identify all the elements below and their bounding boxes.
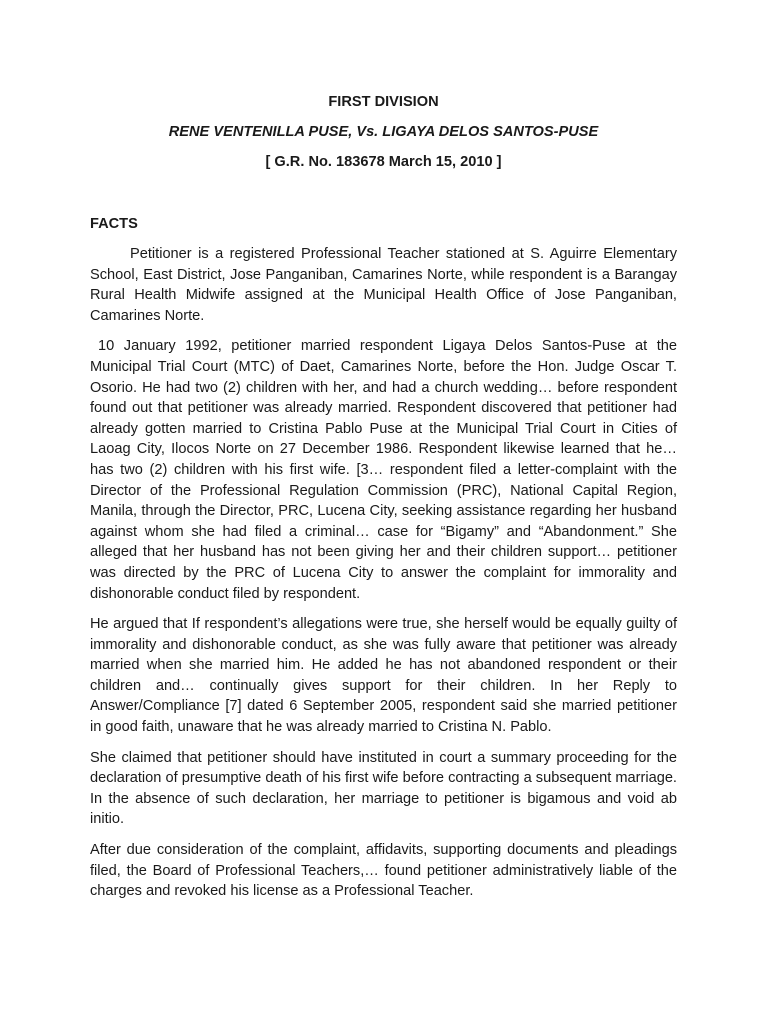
document-page [90,92,677,912]
facts-paragraph: He argued that If respondent’s allegations were true, she herself would be equally guilty of immorality and dishonorable conduct, as she was fully aware that petitioner was already married when she married him. He added he has not abandoned respondent or their children and… continually gives support for their children. In her Reply to Answer/Compliance [7] dated 6 September 2005, respondent said she married petitioner in good faith, unaware that he was already married to Cristina N. Pablo. [90,616,677,736]
facts-paragraph: 10 January 1992, petitioner married respondent Ligaya Delos Santos-Puse at the Municipal Trial Court (MTC) of Daet, Camarines Norte, before the Hon. Judge Oscar T. Osorio. He had two (2) children with her, and had a church wedding… before respondent found out that petitioner was already married. Respondent discovered that petitioner had already gotten married to Cristina Pablo Puse at the Municipal Trial Court in Cities of Laoag City, Ilocos Norte on 27 December 1986. Respondent likewise learned that he… has two (2) children with his first wife. [3… respondent filed a letter-complaint with the Director of the Professional Regulation Commission (PRC), National Capital Region, Manila, through the Director, PRC, Lucena City, seeking assistance regarding her husband against whom she had filed a criminal… case for “Bigamy” and “Abandonment.” She alleged that her husband has not been giving her and their children support… petitioner was directed by the PRC of Lucena City to answer the complaint for immorality and dishonorable conduct filed by respondent. [90,338,677,602]
division-heading: FIRST DIVISION [328,94,439,110]
facts-paragraph: After due consideration of the complaint, affidavits, supporting documents and pleadings filed, the Board of Professional Teachers,… found petitioner administratively liable of the charges and revoked his license as a Professional Teacher. [90,842,677,900]
case-title: RENE VENTENILLA PUSE, Vs. LIGAYA DELOS SANTOS-PUSE [168,124,599,140]
facts-heading: FACTS [90,216,138,232]
gr-number: [ G.R. No. 183678 March 15, 2010 ] [265,154,502,170]
facts-paragraph: Petitioner is a registered Professional Teacher stationed at S. Aguirre Elementary School, East District, Jose Panganiban, Camarines Norte, while respondent is a Barangay Rural Health Midwife assigned at the Municipal Health Office of Jose Panganiban, Camarines Norte. [90,246,677,324]
facts-paragraph: She claimed that petitioner should have instituted in court a summary proceeding for the declaration of presumptive death of his first wife before contracting a subsequent marriage. In the absence of such declaration, her marriage to petitioner is bigamous and void ab initio. [90,749,677,828]
